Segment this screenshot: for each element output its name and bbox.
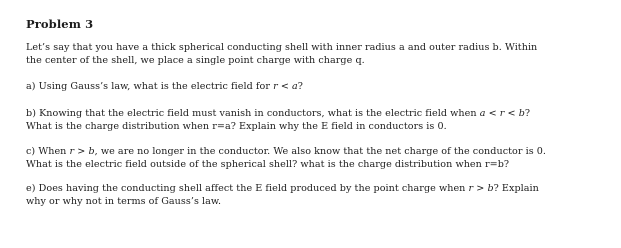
part-b-line-1	[26, 108, 530, 121]
part-e-math: r > b	[468, 183, 494, 194]
part-c-text: c) When	[26, 146, 70, 157]
intro-line-1: Let’s say that you have a thick spherical conducting shell with inner radius a and outer radius b. Within	[26, 42, 538, 53]
part-a-line	[26, 81, 303, 94]
part-e	[26, 183, 539, 208]
part-a-text: a) Using Gauss’s law, what is the electric field for	[26, 81, 274, 92]
part-a-math: r < a	[273, 81, 298, 92]
part-b	[26, 108, 530, 133]
part-e-line-1	[26, 183, 539, 196]
part-b-text: b) Knowing that the electric field must vanish in conductors, what is the electric field when	[26, 108, 480, 119]
part-e-text-end: ? Explain	[493, 183, 539, 194]
part-e-text: e) Does having the conducting shell affect the E field produced by the point charge when	[26, 183, 469, 194]
part-a	[26, 81, 303, 94]
part-c-line-2: What is the electric field outside of the spherical shell? what is the charge distribution when r=b?	[26, 158, 510, 170]
part-b-line-2: What is the charge distribution when r=a? Explain why the E field in conductors is 0.	[26, 120, 447, 132]
part-b-math: a < r < b	[479, 108, 525, 119]
part-b-text-end: ?	[524, 108, 531, 119]
problem-intro	[26, 42, 537, 67]
part-a-text-end: ?	[297, 81, 303, 92]
problem-title: Problem 3	[26, 17, 94, 31]
part-c-text-end: , we are no longer in the conductor. We also know that the net charge of the conductor is 0.	[94, 146, 547, 157]
part-c	[26, 146, 546, 171]
intro-line-2: the center of the shell, we place a single point charge with charge q.	[26, 54, 365, 66]
part-c-line-1	[26, 146, 546, 159]
part-c-math: r > b	[69, 146, 95, 157]
part-e-line-2: why or why not in terms of Gauss’s law.	[26, 195, 222, 207]
